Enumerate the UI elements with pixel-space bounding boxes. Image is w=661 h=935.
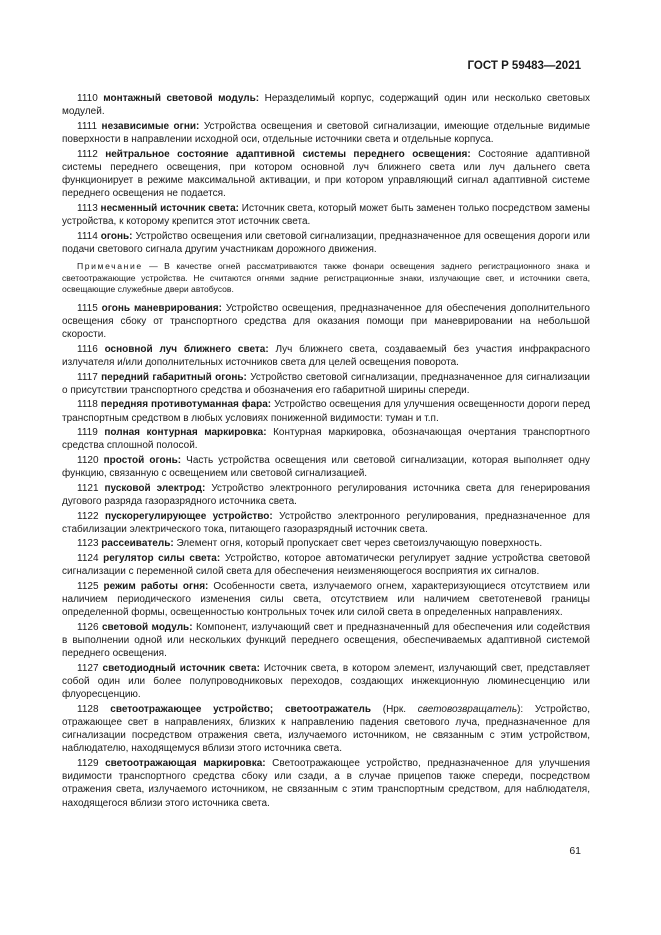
term-definition: Устройства освещения и световой сигнализации, имеющие отдельные видимые поверхности в направлении исходной оси, отдельные источники света и отдельные корпуса. [62,120,591,145]
term-name: светоотражающая маркировка: [105,757,266,769]
term-number: 1114 [77,230,98,242]
term-entry [62,537,590,550]
term-definition: Устройство освещения, предназначенное для обеспечения дополнительного освещения сбоку от транспортного средства для оказания помощи при маневрировании на небольшой скорости. [62,302,590,341]
term-definition: Источник света, в котором элемент, излучающий свет, представляет собой один или более полупроводниковых переходов, создающих инжекционную люминесценцию или флуоресценцию. [62,662,591,701]
entries-before-note [62,92,590,256]
term-entry [62,148,590,201]
term-entry [62,662,590,702]
term-number: 1120 [77,454,99,466]
term-number: 1124 [77,552,99,564]
term-definition: Особенности света, излучаемого огнем, характеризующиеся отсутствием или наличием периодического изменения силы света, отсутствием или наличием светотеневой границы определенной формы, освещенностью контрольных точек или силой света в определенных направлениях. [62,580,590,619]
term-number: 1112 [77,148,98,160]
note [62,261,590,296]
term-number: 1125 [77,580,99,592]
term-entry [62,343,590,369]
term-definition: Светоотражающее устройство, предназначенное для улучшения видимости транспортного средства сбоку или сзади, а в случае прицепов также спереди, посредством отражения света, излучаемого источником, не связанным с этим транспортным средством, для наблюдателя, находящегося вблизи этого источника света. [62,757,590,809]
term-number: 1113 [77,202,98,214]
term-name: пусковой электрод: [104,482,206,494]
term-number: 1122 [77,510,99,522]
term-entry [62,552,590,578]
term-italic: световозвращатель [417,703,518,715]
term-entry [62,202,590,228]
term-name: передняя противотуманная фара: [100,399,272,411]
term-entry [62,482,590,508]
term-definition: Устройство освещения или световой сигнализации, предназначенное для освещения дороги или подачи светового сигнала другим участникам дорожного движения. [62,230,591,255]
term-name: огонь: [100,230,133,242]
term-name: световой модуль: [101,621,193,633]
term-entry [62,580,590,620]
term-name: светоотражающее устройство; светоотражатель [110,703,372,715]
term-definition: Компонент, излучающий свет и предназначенный для обеспечения или содействия в выполнении одной или нескольких функций переднего освещения, обеспечиваемых адаптивной системой переднего освещения. [62,621,591,660]
term-entry [62,621,590,661]
term-name: простой огонь: [103,454,182,466]
term-number: 1118 [77,399,98,411]
term-name: несменный источник света: [100,202,239,214]
term-definition: Луч ближнего света, создаваемый без участия инфракрасного излучателя и/или дополнительных источников света для целей освещения поворота. [62,343,591,368]
term-definition: Устройство освещения для улучшения освещенности дороги перед транспортным средством в любых условиях пониженной видимости: туман и т.п. [62,399,590,424]
term-prefix: (Нрк. [371,703,418,715]
term-entry [62,120,590,146]
note-text: — В качестве огней рассматриваются также фонари освещения заднего регистрационного знака и светоотражающие устройства. Не считаются огнями задние регистрационные знаки, излучающие свет, и источники света, освещающие служебные двери автобусов. [62,261,590,295]
term-name: полная контурная маркировка: [104,427,267,439]
term-name: огонь маневрирования: [101,302,222,314]
term-entry [62,371,590,397]
term-number: 1123 [77,538,99,550]
term-entry [62,757,590,810]
term-name: независимые огни: [101,120,200,132]
term-definition: Источник света, который может быть заменен только посредством замены устройства, к которому крепится этот источник света. [62,202,590,227]
term-number: 1111 [77,120,98,132]
term-entry [62,703,590,756]
term-name: регулятор силы света: [103,552,221,564]
term-number: 1129 [77,757,99,769]
term-entry [62,454,590,480]
term-definition: Устройство, которое автоматически регулирует задние устройства световой сигнализации с переменной силой света для обеспечения неизменяющегося восприятия их сигналов. [62,552,591,578]
term-number: 1126 [77,621,99,633]
term-number: 1119 [77,427,98,439]
term-entry [62,510,590,536]
term-entry [62,230,590,256]
term-name: передний габаритный огонь: [101,371,247,383]
note-label: Примечание [77,261,143,271]
term-number: 1116 [77,343,98,355]
term-entry [62,302,590,342]
term-name: монтажный световой модуль: [103,93,260,104]
term-definition: Устройство электронного регулирования, предназначенное для стабилизации электрического тока, питающего газоразрядный источник света. [62,510,591,535]
term-name: светодиодный источник света: [102,662,260,674]
term-entry [62,92,590,118]
term-name: нейтральное состояние адаптивной системы переднего освещения: [105,148,471,160]
term-definition: Часть устройства освещения или световой сигнализации, которая выполняет одну функцию, связанную с освещением или световой сигнализацией. [62,454,590,480]
term-entry [62,426,590,452]
term-number: 1115 [77,302,98,314]
term-name: основной луч ближнего света: [104,343,269,355]
term-name: режим работы огня: [103,580,209,592]
term-definition: Неразделимый корпус, содержащий один или несколько световых модулей. [62,93,591,118]
term-number: 1127 [77,662,99,674]
term-number: 1121 [77,482,99,494]
document-header: ГОСТ Р 59483—2021 [467,60,581,72]
term-definition: Контурная маркировка, обозначающая очертания транспортного средства сплошной полосой. [62,427,590,452]
term-number: 1128 [77,703,99,715]
term-definition: Устройство световой сигнализации, предназначенное для сигнализации о присутствии транспортного средства и обозначения его габаритной ширины спереди. [62,371,590,396]
term-number: 1117 [77,371,98,383]
term-name: рассеиватель: [101,538,174,550]
term-definition: Устройство электронного регулирования источника света для генерирования дугового разряда газоразрядного источника света. [62,482,591,507]
entries-after-note [62,302,590,810]
term-name: пускорегулирующее устройство: [104,510,273,522]
term-definition: Элемент огня, который пропускает свет через светоизлучающую поверхность. [176,538,543,550]
page-number: 61 [569,845,581,857]
term-definition: Состояние адаптивной системы переднего освещения, при котором основной луч ближнего света или луч дальнего света функционирует в режиме максимальной активации, и при котором управляющий сигнал адаптивной системе переднего освещения не подается. [62,148,590,200]
term-definition: ): Устройство, отражающее свет в направлениях, близких к направлению падения светового луча, предназначенное для сигнализации посредством отражения света, излучаемого источником, не связанным с этим устройством, наблюдателю, находящемуся вблизи этого источника света. [62,703,591,755]
term-number: 1110 [77,93,98,104]
term-entry [62,398,590,424]
document-body [62,92,590,811]
